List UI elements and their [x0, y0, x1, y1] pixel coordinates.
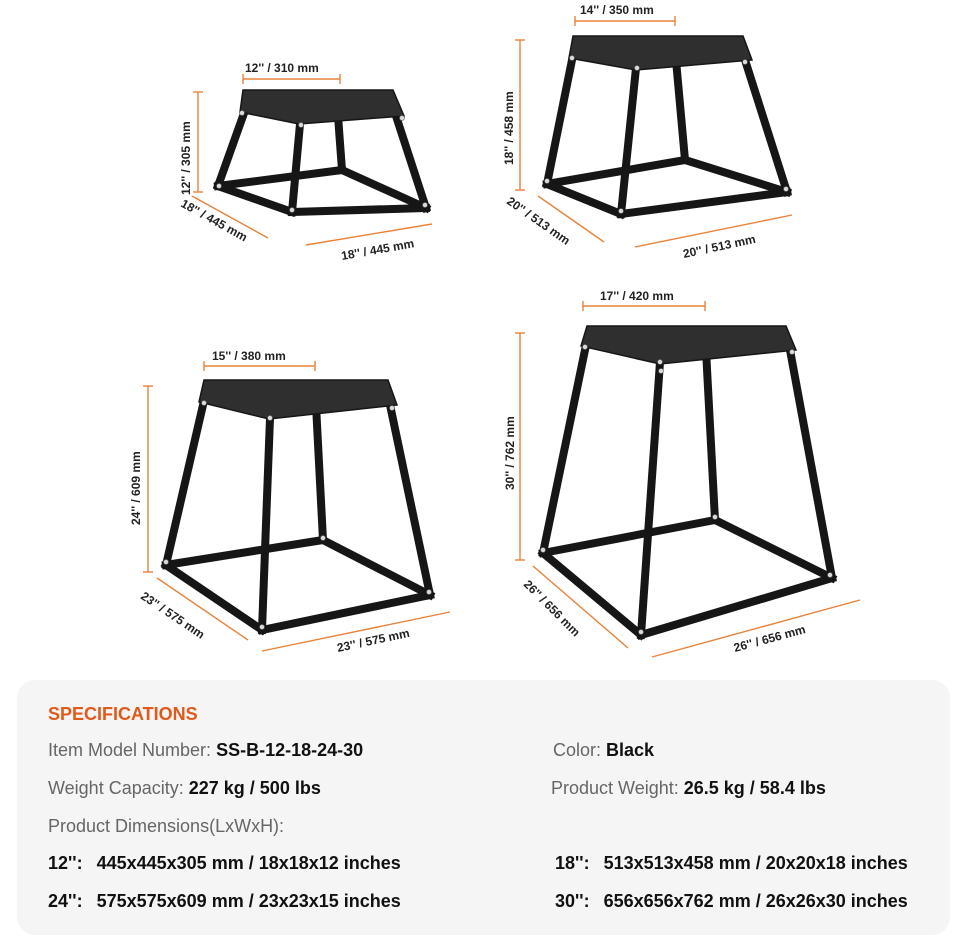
box-24-top-dimension: 15'' / 380 mm: [212, 349, 286, 363]
weight-capacity-value: 227 kg / 500 lbs: [188, 778, 321, 798]
box-30-top-dimension: 17'' / 420 mm: [600, 289, 674, 303]
size-row-18: [555, 853, 908, 874]
size-key-24: 24'':: [48, 891, 83, 911]
product-dimensions-row: [48, 816, 284, 837]
color-value: Black: [606, 740, 655, 760]
box-24-height-dimension: 24'' / 609 mm: [129, 451, 143, 525]
plyo-box-30: [541, 326, 833, 635]
size-key-18: 18'':: [555, 853, 590, 873]
color-label: Color:: [553, 740, 602, 760]
product-dimensions-label: Product Dimensions(LxWxH):: [48, 816, 285, 836]
weight-capacity-row: [48, 778, 321, 799]
box-18-height-dimension: 18'' / 458 mm: [502, 91, 516, 165]
box-12-top-dimension: 12'' / 310 mm: [245, 61, 319, 75]
box-12-height-dimension: 12'' / 305 mm: [179, 121, 193, 195]
model-number-value: SS-B-12-18-24-30: [216, 740, 364, 760]
box-18-top-dimension: 14'' / 350 mm: [580, 3, 654, 17]
plyo-box-18: [545, 36, 789, 214]
size-key-12: 12'':: [48, 853, 83, 873]
product-weight-label: Product Weight:: [551, 778, 679, 798]
size-value-24: 575x575x609 mm / 23x23x15 inches: [96, 891, 401, 911]
box-18-depth-dimension: 20'' / 513 mm: [504, 193, 573, 248]
box-12-width-dimension: 18'' / 445 mm: [340, 236, 416, 263]
size-row-24: [48, 891, 401, 912]
size-value-30: 656x656x762 mm / 26x26x30 inches: [603, 891, 908, 911]
size-value-12: 445x445x305 mm / 18x18x12 inches: [96, 853, 401, 873]
box-30-width-dimension: 26'' / 656 mm: [732, 622, 808, 655]
specifications-panel: [17, 680, 950, 935]
plyo-box-24: [164, 380, 432, 630]
size-row-12: [48, 853, 401, 874]
size-value-18: 513x513x458 mm / 20x20x18 inches: [603, 853, 908, 873]
specifications-title: SPECIFICATIONS: [48, 704, 198, 724]
product-weight-row: [551, 778, 826, 799]
box-18-width-dimension: 20'' / 513 mm: [681, 231, 757, 261]
size-key-30: 30'':: [555, 891, 590, 911]
product-weight-value: 26.5 kg / 58.4 lbs: [683, 778, 826, 798]
plyo-box-12: [217, 90, 428, 213]
color-row: [553, 740, 654, 761]
size-row-30: [555, 891, 908, 912]
box-24-width-dimension: 23'' / 575 mm: [335, 625, 411, 655]
box-24-depth-dimension: 23'' / 575 mm: [138, 588, 208, 642]
box-12-depth-dimension: 18'' / 445 mm: [178, 196, 250, 245]
model-number-row: [48, 740, 363, 761]
box-30-height-dimension: 30'' / 762 mm: [503, 416, 517, 490]
weight-capacity-label: Weight Capacity:: [48, 778, 184, 798]
model-number-label: Item Model Number:: [48, 740, 212, 760]
box-30-depth-dimension: 26'' / 656 mm: [520, 577, 583, 640]
